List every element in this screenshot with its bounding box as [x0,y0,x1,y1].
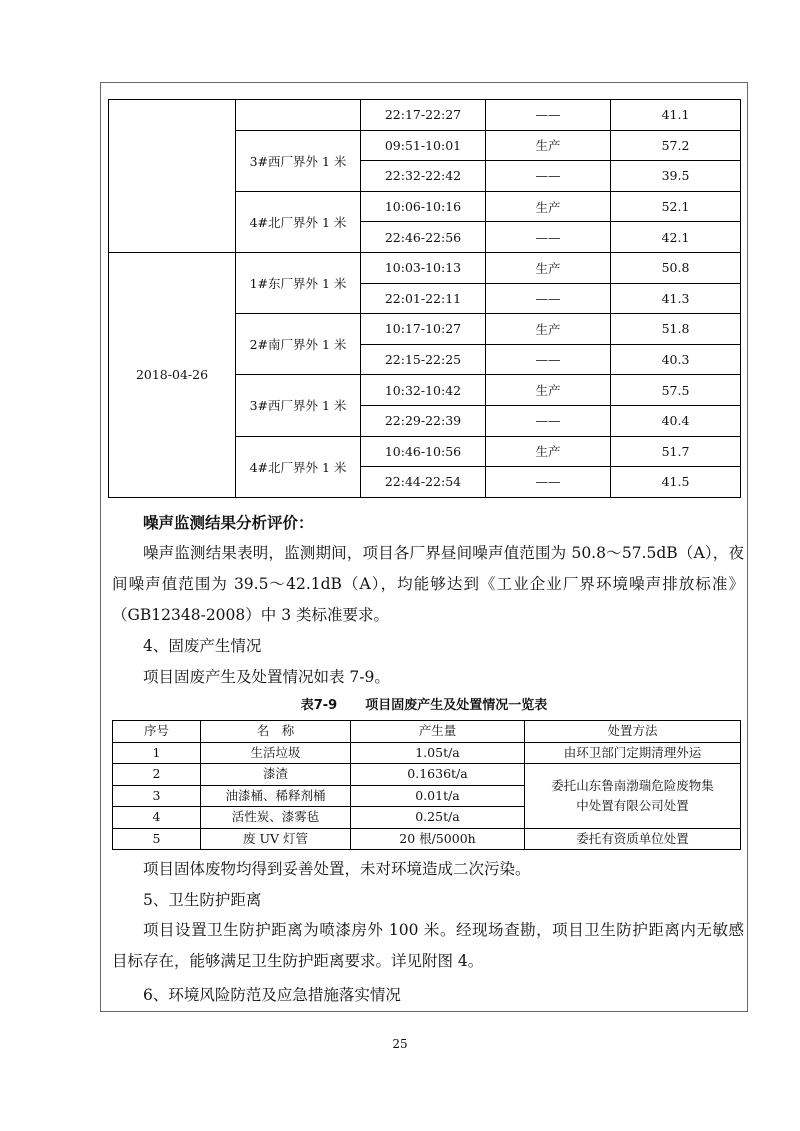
analysis-line-2: 间噪声值范围为 39.5～42.1dB（A），均能够达到《工业企业厂界环境噪声排放标准》 [112,575,744,593]
no-cell: 3 [113,785,201,807]
value-cell: 40.4 [611,405,741,436]
solid-waste-conclusion: 项目固体废物均得到妥善处置，未对环境造成二次污染。 [143,860,531,878]
status-cell: 生产 [486,375,611,406]
value-cell: 41.3 [611,283,741,314]
analysis-line-3: （GB12348-2008）中 3 类标准要求。 [112,606,389,624]
location-cell: 3#西厂界外 1 米 [236,375,361,436]
amount-cell: 20 根/5000h [351,828,525,850]
time-cell: 22:29-22:39 [361,405,486,436]
value-cell: 51.8 [611,314,741,345]
table-row [109,100,741,131]
value-cell: 50.8 [611,252,741,283]
time-cell: 22:44-22:54 [361,467,486,498]
solid-waste-table [112,720,741,850]
no-cell: 2 [113,764,201,786]
status-cell: —— [486,405,611,436]
time-cell: 22:01-22:11 [361,283,486,314]
location-cell: 4#北厂界外 1 米 [236,436,361,497]
location-cell [236,100,361,131]
status-cell: —— [486,283,611,314]
time-cell: 10:06-10:16 [361,191,486,222]
status-cell: —— [486,222,611,253]
table-caption-title: 项目固废产生及处置情况一览表 [365,698,548,713]
no-cell: 1 [113,742,201,764]
page-number: 25 [392,1037,408,1051]
section-heading-risk: 6、环境风险防范及应急措施落实情况 [143,986,401,1004]
hygiene-line-2: 目标存在，能够满足卫生防护距离要求。详见附图 4。 [112,952,484,970]
disposal-line-1: 委托山东鲁南渤瑞危险废物集 [551,777,714,793]
table-caption [108,694,740,713]
status-cell: 生产 [486,314,611,345]
status-cell: 生产 [486,130,611,161]
name-cell: 漆渣 [201,764,351,786]
header-disposal: 处置方法 [525,721,741,743]
header-no: 序号 [113,721,201,743]
value-cell: 57.5 [611,375,741,406]
value-cell: 41.5 [611,467,741,498]
status-cell: —— [486,100,611,131]
value-cell: 41.1 [611,100,741,131]
date-cell: 2018-04-26 [109,252,236,497]
status-cell: 生产 [486,191,611,222]
header-amount: 产生量 [351,721,525,743]
section-heading-hygiene: 5、卫生防护距离 [143,891,262,909]
location-cell: 1#东厂界外 1 米 [236,252,361,313]
value-cell: 57.2 [611,130,741,161]
name-cell: 油漆桶、稀释剂桶 [201,785,351,807]
location-cell: 2#南厂界外 1 米 [236,314,361,375]
disposal-cell: 委托有资质单位处置 [525,828,741,850]
solid-waste-intro: 项目固废产生及处置情况如表 7-9。 [143,668,390,686]
date-cell [109,100,236,253]
amount-cell: 0.25t/a [351,807,525,829]
amount-cell: 0.01t/a [351,785,525,807]
disposal-cell-merged [525,764,741,829]
time-cell: 22:17-22:27 [361,100,486,131]
hygiene-line-1: 项目设置卫生防护距离为喷漆房外 100 米。经现场查勘，项目卫生防护距离内无敏感 [143,921,744,939]
status-cell: —— [486,467,611,498]
status-cell: —— [486,161,611,192]
table-row [113,742,741,764]
analysis-line-1: 噪声监测结果表明，监测期间，项目各厂界昼间噪声值范围为 50.8～57.5dB（A），夜 [143,544,744,562]
table-header-row [113,721,741,743]
location-cell: 3#西厂界外 1 米 [236,130,361,191]
value-cell: 51.7 [611,436,741,467]
name-cell: 废 UV 灯管 [201,828,351,850]
time-cell: 22:46-22:56 [361,222,486,253]
time-cell: 10:46-10:56 [361,436,486,467]
table-row [113,764,741,786]
status-cell: —— [486,344,611,375]
location-cell: 4#北厂界外 1 米 [236,191,361,252]
no-cell: 4 [113,807,201,829]
status-cell: 生产 [486,436,611,467]
table-row [113,828,741,850]
analysis-heading: 噪声监测结果分析评价： [143,513,314,532]
value-cell: 39.5 [611,161,741,192]
time-cell: 10:03-10:13 [361,252,486,283]
status-cell: 生产 [486,252,611,283]
noise-monitoring-table [108,99,741,498]
time-cell: 09:51-10:01 [361,130,486,161]
value-cell: 40.3 [611,344,741,375]
time-cell: 22:32-22:42 [361,161,486,192]
table-row [109,252,741,283]
table-caption-number: 表7-9 [300,698,338,713]
name-cell: 活性炭、漆雾毡 [201,807,351,829]
no-cell: 5 [113,828,201,850]
amount-cell: 0.1636t/a [351,764,525,786]
time-cell: 22:15-22:25 [361,344,486,375]
value-cell: 42.1 [611,222,741,253]
name-cell: 生活垃圾 [201,742,351,764]
time-cell: 10:17-10:27 [361,314,486,345]
amount-cell: 1.05t/a [351,742,525,764]
value-cell: 52.1 [611,191,741,222]
header-name: 名 称 [201,721,351,743]
disposal-line-2: 中处置有限公司处置 [576,797,689,813]
disposal-cell: 由环卫部门定期清理外运 [525,742,741,764]
section-heading-solid-waste: 4、固废产生情况 [143,637,262,655]
time-cell: 10:32-10:42 [361,375,486,406]
